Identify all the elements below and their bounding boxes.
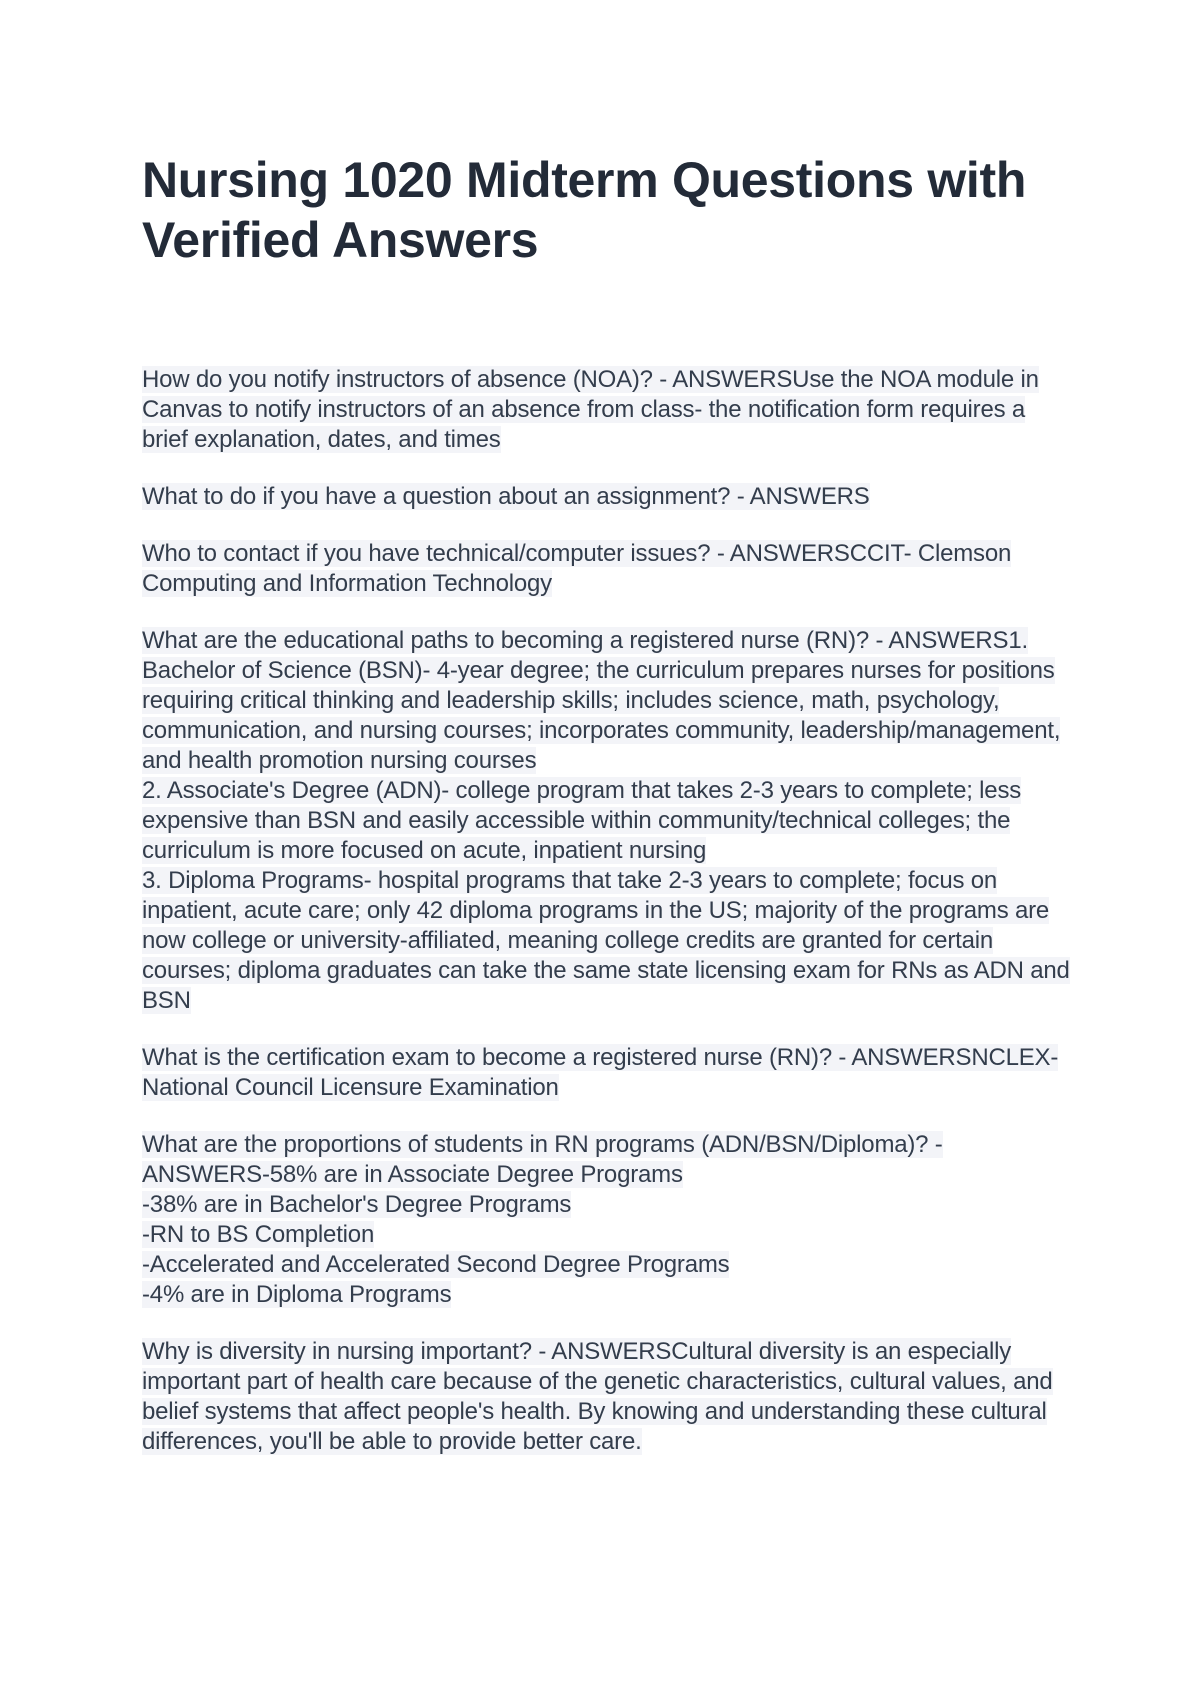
qa-item-technical-issues xyxy=(142,539,1072,599)
qa-text: What is the certification exam to become a registered nurse (RN)? - ANSWERSNCLEX-National Council Licensure Examination xyxy=(142,1044,1059,1101)
document-page xyxy=(142,150,1072,1484)
qa-text: -4% are in Diploma Programs xyxy=(142,1281,452,1308)
title-line: Nursing 1020 Midterm Questions with xyxy=(142,152,1027,208)
qa-text: What are the proportions of students in RN programs (ADN/BSN/Diploma)? - ANSWERS-58% are in Associate Degree Programs xyxy=(142,1131,943,1188)
qa-text: Why is diversity in nursing important? - ANSWERSCultural diversity is an especially important part of health care because of the genetic characteristics, cultural values, and belief systems that affect people's health. By knowing and understanding these cultural differences, you'll be able to provide better care. xyxy=(142,1338,1053,1455)
qa-item-notify-absence xyxy=(142,365,1072,455)
qa-list xyxy=(142,365,1072,1457)
title-line: Verified Answers xyxy=(142,212,539,268)
qa-item-diversity xyxy=(142,1337,1072,1457)
qa-text: -Accelerated and Accelerated Second Degree Programs xyxy=(142,1251,730,1278)
qa-text: What to do if you have a question about an assignment? - ANSWERS xyxy=(142,483,870,510)
qa-item-assignment-question xyxy=(142,482,1072,512)
qa-item-certification-exam xyxy=(142,1043,1072,1103)
document-title xyxy=(142,150,1072,270)
qa-text: 3. Diploma Programs- hospital programs that take 2-3 years to complete; focus on inpatient, acute care; only 42 diploma programs in the US; majority of the programs are now college or university-affiliated, meaning college credits are granted for certain courses; diploma graduates can take the same state licensing exam for RNs as ADN and BSN xyxy=(142,867,1070,1014)
qa-text: What are the educational paths to becoming a registered nurse (RN)? - ANSWERS1. Bachelor of Science (BSN)- 4-year degree; the curriculum prepares nurses for positions requiring critical thinking and leadership skills; includes science, math, psychology, communication, and nursing courses; incorporates community, leadership/management, and health promotion nursing courses xyxy=(142,627,1061,774)
qa-text: -RN to BS Completion xyxy=(142,1221,375,1248)
qa-text: -38% are in Bachelor's Degree Programs xyxy=(142,1191,572,1218)
qa-item-program-proportions xyxy=(142,1130,1072,1310)
qa-text: How do you notify instructors of absence (NOA)? - ANSWERSUse the NOA module in Canvas to notify instructors of an absence from class- the notification form requires a brief explanation, dates, and times xyxy=(142,366,1039,453)
qa-text: Who to contact if you have technical/computer issues? - ANSWERSCCIT- Clemson Computing and Information Technology xyxy=(142,540,1012,597)
qa-item-educational-paths xyxy=(142,626,1072,1016)
qa-text: 2. Associate's Degree (ADN)- college program that takes 2-3 years to complete; less expensive than BSN and easily accessible within community/technical colleges; the curriculum is more focused on acute, inpatient nursing xyxy=(142,777,1022,864)
